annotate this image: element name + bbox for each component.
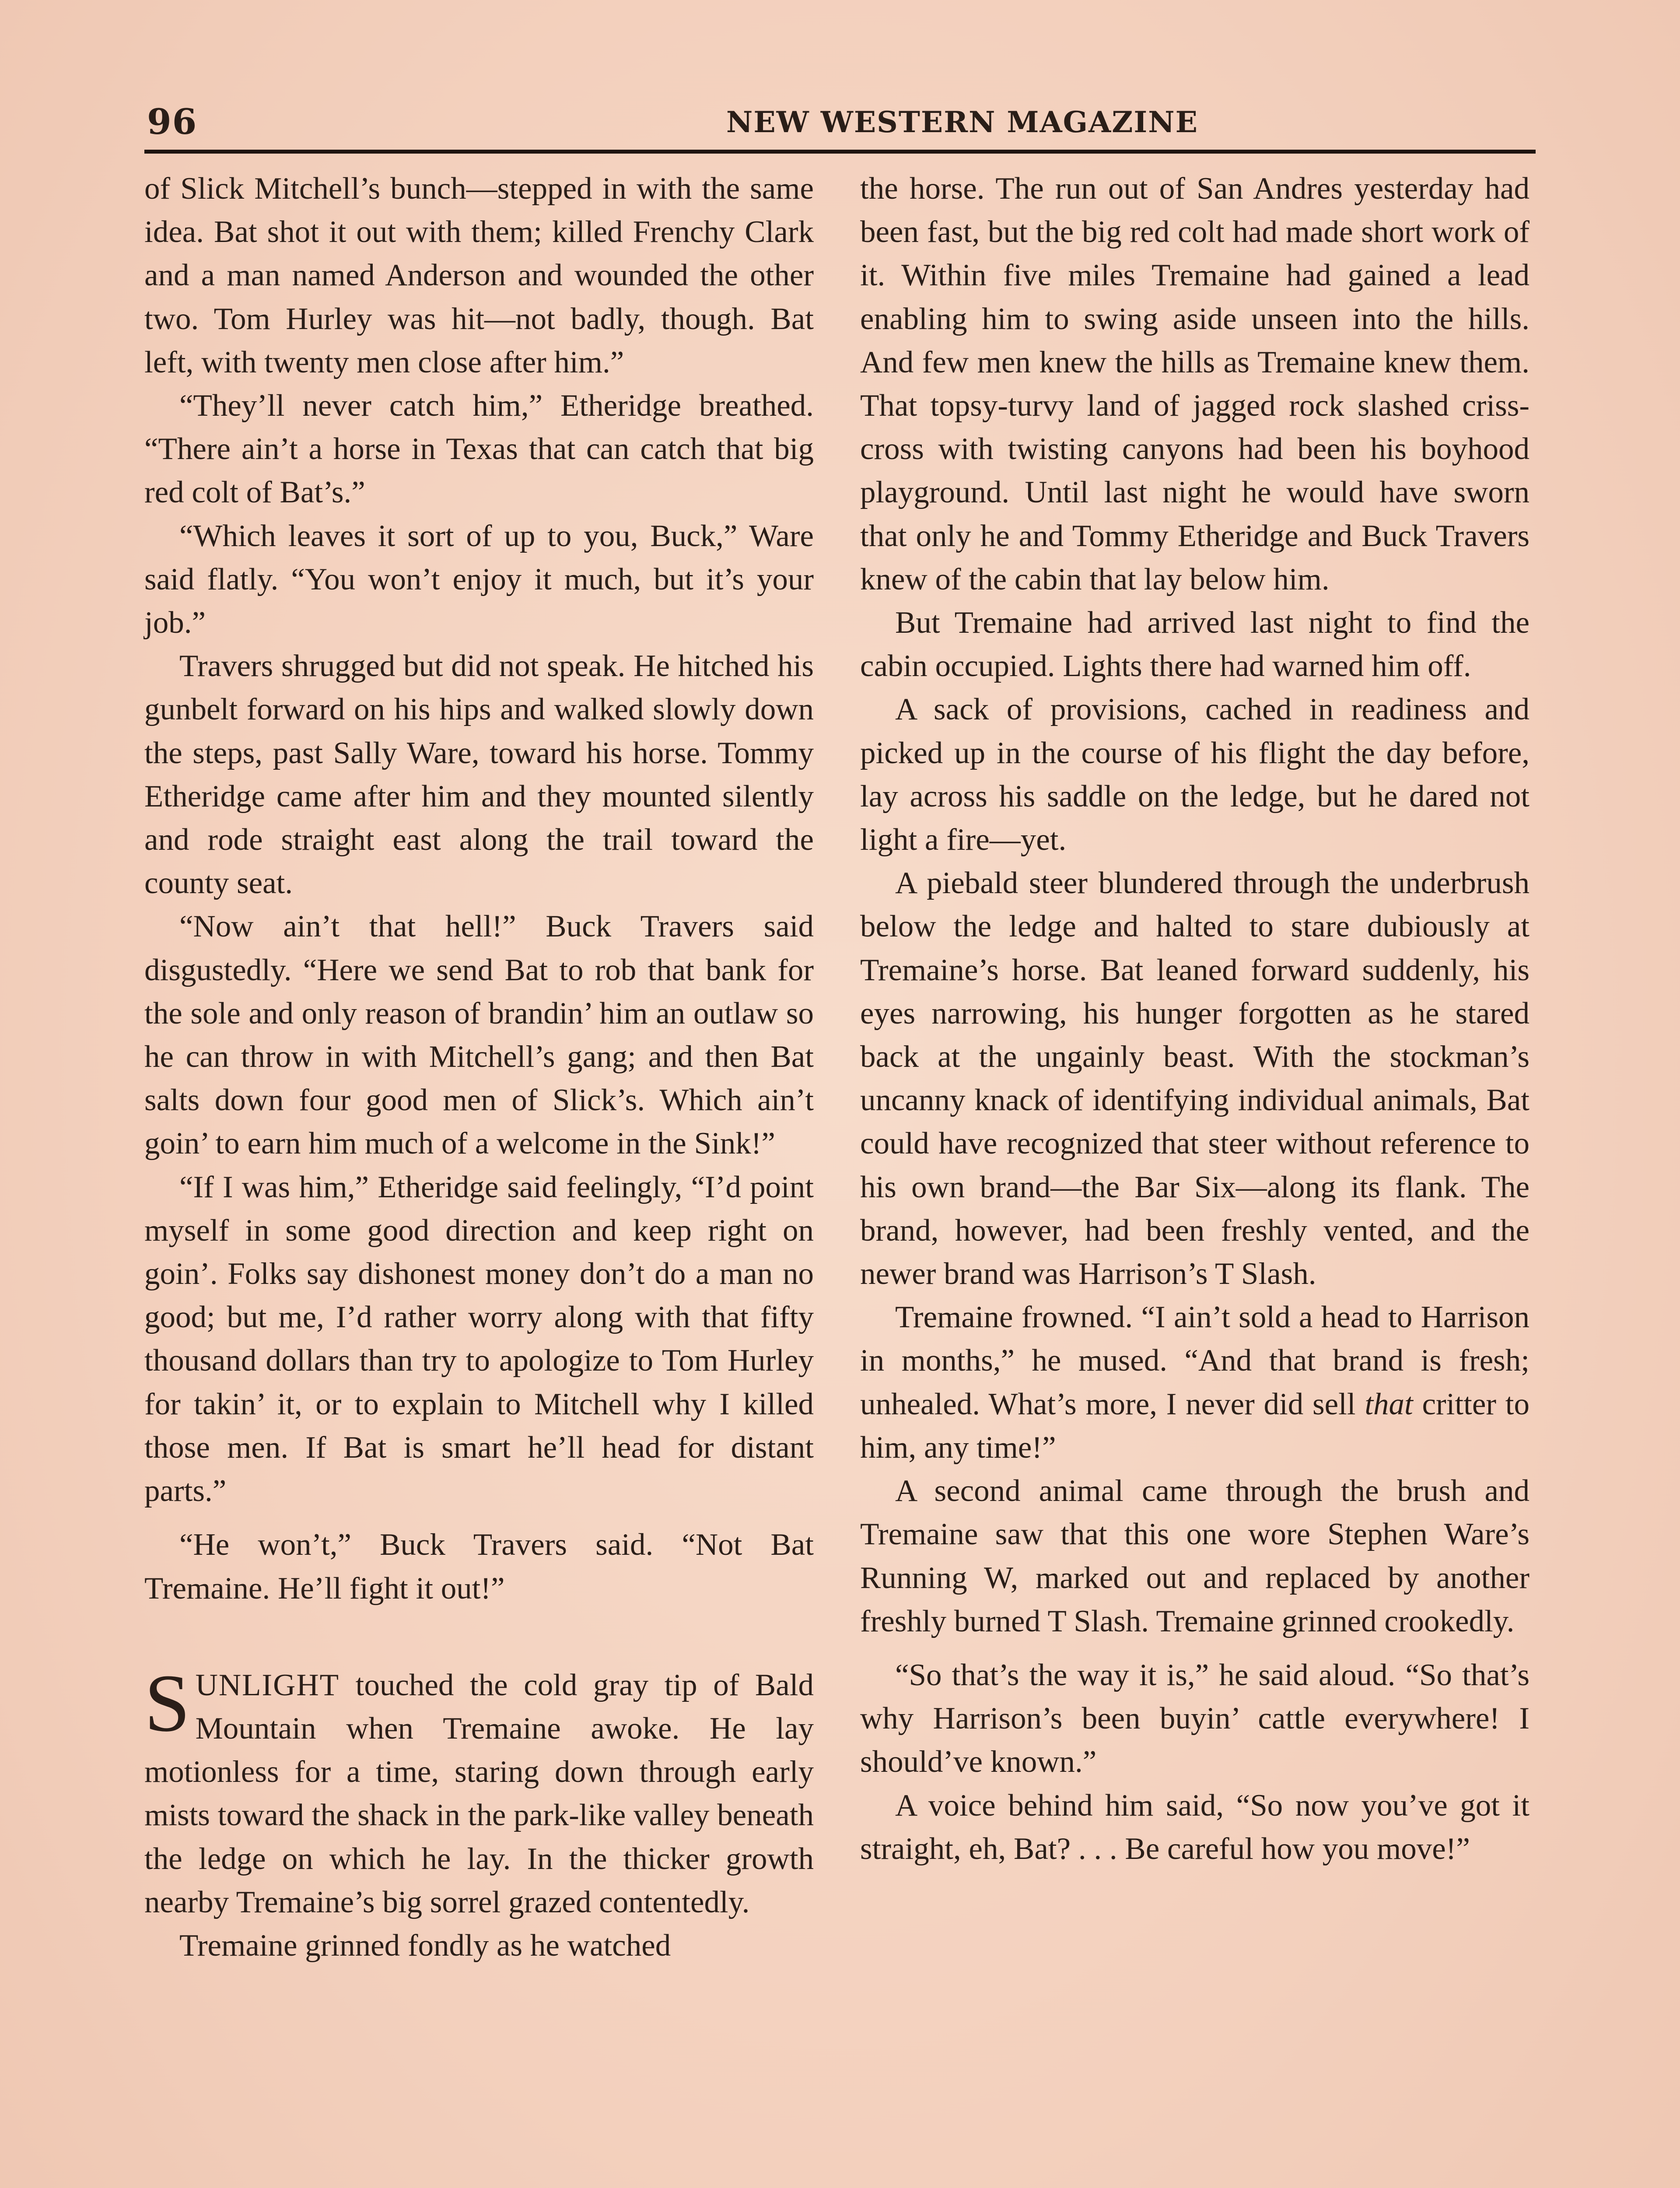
paragraph-text: Tremaine frowned. “I ain’t sold a head to Harrison in months,” he mused. “And that brand is fresh; unhealed. What’s more, I never did sell (860, 1300, 1530, 1421)
paragraph (860, 1296, 1530, 1469)
page-header (144, 100, 1531, 148)
left-column (144, 167, 814, 1967)
paragraph: the horse. The run out of San Andres yesterday had been fast, but the big red colt had made short work of it. Within five miles Tremaine had gained a lead enabling him to swing aside unseen into the hills. And few men knew the hills as Tremaine knew them. That topsy-turvy land of jagged rock slashed criss-cross with twisting canyons had been his boyhood playground. Until last night he would have sworn that only he and Tommy Etheridge and Buck Travers knew of the cabin that lay below him. (860, 172, 1530, 596)
right-column (860, 167, 1530, 1871)
paragraph: of Slick Mitchell’s bunch—stepped in with the same idea. Bat shot it out with them; killed Frenchy Clark and a man named Anderson and wounded the other two. Tom Hurley was hit—not badly, though. Bat left, with twenty men close after him.” (144, 172, 814, 379)
paragraph: “Now ain’t that hell!” Buck Travers said disgustedly. “Here we send Bat to rob that bank for the sole and only reason of brandin’ him an outlaw so he can throw in with Mitchell’s gang; and then Bat salts down four good men of Slick’s. Which ain’t goin’ to earn him much of a welcome in the Sink!” (144, 909, 814, 1161)
header-rule (144, 150, 1536, 154)
paragraph: A piebald steer blundered through the underbrush below the ledge and halted to stare dubiously at Tremaine’s horse. Bat leaned forward suddenly, his eyes narrowing, his hunger forgotten as he stared back at the ungainly beast. With the stockman’s uncanny knack of identifying individual animals, Bat could have recognized that steer without reference to his own brand—the Bar Six—along its flank. The brand, however, had been freshly vented, and the newer brand was Harrison’s T Slash. (860, 866, 1530, 1291)
paragraph: But Tremaine had arrived last night to find the cabin occupied. Lights there had warned him off. (860, 606, 1530, 684)
section-opening-paragraph (144, 1657, 814, 1924)
magazine-title: NEW WESTERN MAGAZINE (726, 105, 1198, 139)
paragraph: Tremaine grinned fondly as he watched (179, 1928, 671, 1963)
page-number: 96 (147, 101, 198, 142)
small-caps-lead: UNLIGHT (195, 1668, 340, 1702)
paragraph: “Which leaves it sort of up to you, Buck,” Ware said flatly. “You won’t enjoy it much, but it’s your job.” (144, 519, 814, 640)
paragraph: A sack of provisions, cached in readiness and picked up in the course of his flight the day before, lay across his saddle on the ledge, but he dared not light a fire—yet. (860, 692, 1530, 857)
emphasis: that (1365, 1387, 1413, 1421)
paragraph: A second animal came through the brush and Tremaine saw that this one wore Stephen Ware’s Running W, marked out and replaced by another freshly burned T Slash. Tremaine grinned crookedly. (860, 1474, 1530, 1638)
paragraph-text: touched the cold gray tip of Bald Mountain when Tremaine awoke. He lay motionless for a time, staring down through early mists toward the shack in the park-like valley beneath the ledge on which he lay. In the thicker growth nearby Tremaine’s big sorrel grazed contentedly. (144, 1668, 814, 1919)
paragraph: Travers shrugged but did not speak. He hitched his gunbelt forward on his hips and walked slowly down the steps, past Sally Ware, toward his horse. Tommy Etheridge came after him and they mounted silently and rode straight east along the trail toward the county seat. (144, 649, 814, 901)
paragraph: “They’ll never catch him,” Etheridge breathed. “There ain’t a horse in Texas that can catch that big red colt of Bat’s.” (144, 389, 814, 510)
paragraph: “He won’t,” Buck Travers said. “Not Bat Tremaine. He’ll fight it out!” (144, 1528, 814, 1606)
paragraph: “If I was him,” Etheridge said feelingly, “I’d point myself in some good direction and keep right on goin’. Folks say dishonest money don’t do a man no good; but me, I’d rather worry along with that fifty thousand dollars than try to apologize to Tom Hurley for takin’ it, or to explain to Mitchell why I killed those men. If Bat is smart he’ll head for distant parts.” (144, 1170, 814, 1508)
paragraph: “So that’s the way it is,” he said aloud. “So that’s why Harrison’s been buyin’ cattle everywhere! I should’ve known.” (860, 1658, 1530, 1779)
drop-cap: S (144, 1657, 190, 1749)
paragraph-text: critter to him, any time!” (860, 1387, 1530, 1465)
paragraph: A voice behind him said, “So now you’ve got it straight, eh, Bat? . . . Be careful how you move!” (860, 1788, 1530, 1866)
